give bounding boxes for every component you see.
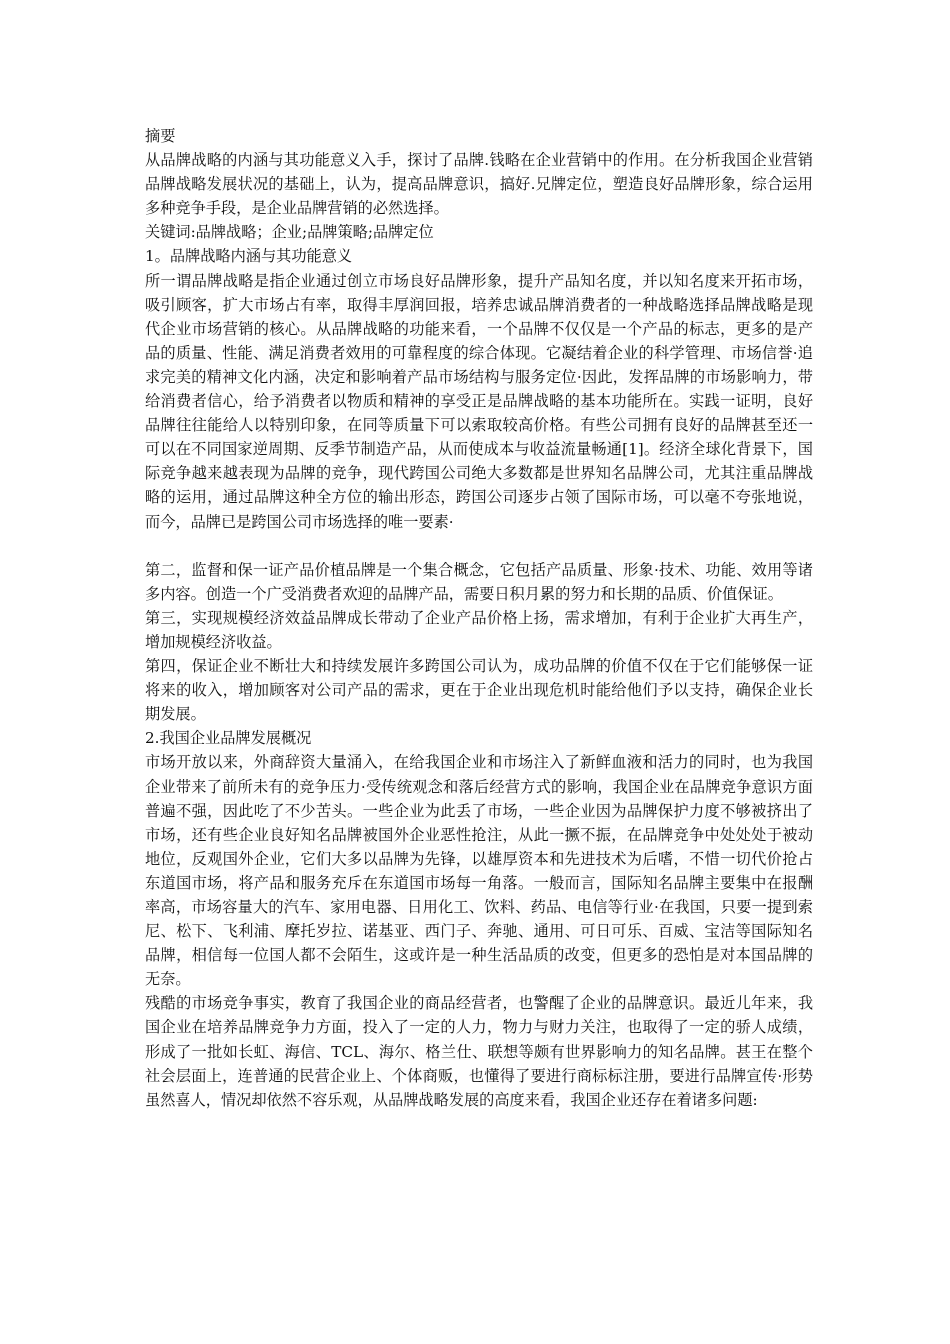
section-1-paragraph-2: 第二，监督和保一证产品价植品牌是一个集合概念，它包括产品质量、形象·技术、功能、效用等诸多内容。创造一个广受消费者欢迎的品牌产品，需要日积月累的努力和长期的品质、价值保证。: [145, 560, 813, 603]
section-1-paragraph-3: 第三，实现规模经济效益品牌成长带动了企业产品价格上扬，需求增加，有利于企业扩大再生产，增加规模经济收益。: [145, 608, 813, 651]
section-2-paragraph-2: 残酷的市场竞争事实，教育了我国企业的商品经营者，也警醒了企业的品牌意识。最近儿年来，我国企业在培养品牌竞争力方面，投入了一定的人力，物力与财力关注，也取得了一定的骄人成绩，形成了一批如长虹、海信、TCL、海尔、格兰仕、联想等颇有世界影响力的知名品牌。甚王在整个社会层面上，连普通的民营企业上、个体商贩，也懂得了要进行商标标注册，要进行品牌宣传·形势虽然喜人，情况却依然不容乐观，从品牌战略发展的高度来看，我国企业还存在着诸多问题:: [145, 994, 813, 1109]
document-body: [145, 124, 813, 1112]
section-1-paragraph-1: 所一谓品牌战略是指企业通过创立市场良好品牌形象，提升产品知名度，并以知名度来开拓市场，吸引顾客，扩大市场占有率，取得丰厚润回报，培养忠诚品牌消费者的一种战略选择品牌战略是现代企业市场营销的核心。从品牌战略的功能来看，一个品牌不仅仅是一个产品的标志，更多的是产品的质量、性能、满足消费者效用的可靠程度的综合体现。它凝结着企业的科学管理、市场信誉·追求完美的精神文化内涵，决定和影响着产品市场结构与服务定位·因此，发挥品牌的市场影响力，带给消费者信心，给予消费者以物质和精神的享受正是品牌战略的基本功能所在。实践一证明，良好品牌往往能给人以特别印象，在同等质量下可以索取较高价格。有些公司拥有良好的品牌甚至还一可以在不同国家逆周期、反季节制造产品，从而使成本与收益流量畅通[1]。经济全球化背景下，国际竞争越来越表现为品牌的竞争，现代跨国公司绝大多数都是世界知名品牌公司，尤其注重品牌战略的运用，通过品牌这种全方位的输出形态，跨国公司逐步占领了国际市场，可以毫不夸张地说，而今，品牌已是跨国公司市场选择的唯一要素·: [145, 271, 813, 531]
section-2-heading: 2.我国企业品牌发展概况: [145, 729, 312, 748]
abstract-text: 从品牌战略的内涵与其功能意义入手，探讨了品牌.钱略在企业营销中的作用。在分析我国企业营销品牌战略发展状况的基础上，认为，提高品牌意识，搞好.兄牌定位，塑造良好品牌形象，综合运用多种竞争手段，是企业品牌营销的必然选择。: [145, 151, 813, 218]
section-1-heading: 1。品牌战略内涵与其功能意义: [145, 247, 353, 266]
section-1-paragraph-4: 第四，保证企业不断壮大和持续发展许多跨国公司认为，成功品牌的价值不仅在于它们能够保一证将来的收入，增加顾客对公司产品的需求，更在于企业出现危机时能给他们予以支持，确保企业长期发展。: [145, 657, 813, 724]
section-2-paragraph-1: 市场开放以来，外商辞资大量涌入，在给我国企业和市场注入了新鲜血液和活力的同时，也为我国企业带来了前所未有的竞争压力·受传统观念和落后经营方式的影响，我国企业在品牌竞争意识方面普遍不强，因此吃了不少苦头。一些企业为此丢了市场，一些企业因为品牌保护力度不够被挤出了市场，还有些企业良好知名品牌被国外企业恶性抢注，从此一撅不振，在品牌竞争中处处处于被动地位，反观国外企业，它们大多以品牌为先锋，以雄厚资本和先进技术为后嗜，不惜一切代价抢占东道国市场，将产品和服务充斥在东道国市场每一角落。一般而言，国际知名品牌主要集中在报酬率高，市场容量大的汽车、家用电器、日用化工、饮料、药品、电信等行业·在我国，只要一提到索尼、松下、飞利浦、摩托岁拉、诺基亚、西门子、奔驰、通用、可日可乐、百威、宝洁等国际知名品牌，相信每一位国人都不会陌生，这或许是一种生活品质的改变，但更多的恐怕是对本国品牌的无奈。: [145, 753, 813, 989]
keywords-line: 关键词:品牌战略；企业;品牌策略;品牌定位: [145, 223, 434, 242]
blank-line: [145, 534, 813, 558]
abstract-heading: 摘要: [145, 127, 176, 145]
